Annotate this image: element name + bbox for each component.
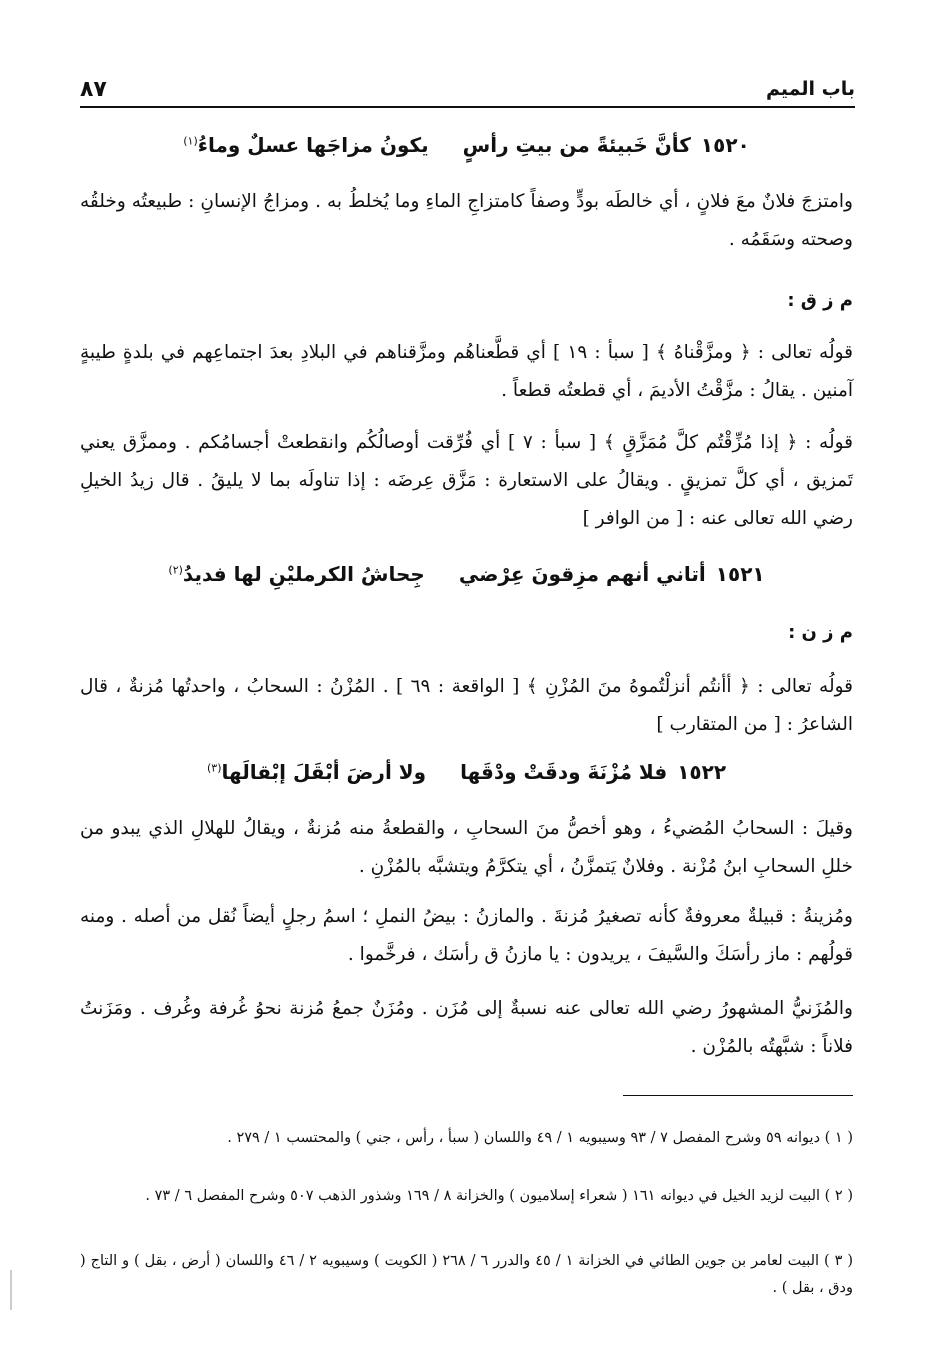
- verse-1520: [80, 133, 853, 157]
- footnote-3: ( ٣ ) البيت لعامر بن جوين الطائي في الخزانة ١ / ٤٥ والدرر ٦ / ٢٦٨ ( الكويت ) وسيبويه ٢ / ٤٦ واللسان ( أرض ، بقل ) و التاج ( ودق ، بقل ) .: [80, 1253, 853, 1296]
- verse-second-hemistich: ولا أرضَ أبْقَلَ إبْقالَها: [221, 760, 427, 784]
- verse-first-hemistich: فلا مُزْنَةَ ودقَتْ ودْقَها: [460, 760, 668, 784]
- footnote-ref: (٣): [206, 761, 222, 775]
- page-number: ٨٧: [80, 76, 107, 102]
- paragraph-muzani: والمُزَنيُّ المشهورُ رضي الله تعالى عنه نسبةٌ إلى مُزَن . ومُزَنٌ جمعُ مُزنة نحوُ غُرفة وغُرف . ومَزَنتُ فلاناً : شبَّهتُه بالمُزْن .: [80, 998, 853, 1057]
- footnote-1: ( ١ ) ديوانه ٥٩ وشرح المفصل ٧ / ٩٣ وسيبويه ١ / ٤٩ واللسان ( سبأ ، رأس ، جني ) والمحتسب ١ / ٢٧٩ .: [227, 1130, 853, 1146]
- scan-margin-mark: [10, 1270, 12, 1310]
- root-heading-mzq: م ز ق :: [787, 290, 853, 311]
- footnote-ref: (١): [183, 134, 198, 148]
- footnote-ref: (٢): [168, 563, 183, 577]
- paragraph-muzziqtum: قولُه : ﴿ إذا مُزِّقْتُم كلَّ مُمَزَّقٍ ﴾ [ سبأ : ٧ ] أي فُرِّقت أوصالُكُم وانقطعتْ أجسامُكم . وممزَّق يعني تَمزيق ، أي كلَّ تمزيقٍ . ويقالُ على الاستعارة : مَزَّق عِرضَه : إذا تناولَه بما لا يليقُ . قال زيدُ الخيلِ رضي الله تعالى عنه : [ من الوافر ]: [80, 432, 854, 529]
- paragraph-muzayna: ومُزينةُ : قبيلةٌ معروفةٌ كأنه تصغيرُ مُزنةَ . والمازنُ : بيضُ النملِ ؛ اسمُ رجلٍ أيضاً نُقل من أصله . ومنه قولُهم : ماز رأسَكَ والسَّيفَ ، يريدون : يا مازنُ ق رأسَك ، فرخَّموا .: [80, 906, 853, 965]
- verse-number: ١٥٢١: [715, 562, 765, 586]
- verse-first-hemistich: أتاني أنهم مزِقونَ عِرْضي: [458, 562, 706, 586]
- footnote-divider: [623, 1095, 853, 1096]
- paragraph-sahab: وقيلَ : السحابُ المُضيءُ ، وهو أخصُّ منَ السحابِ ، والقطعةُ منه مُزنةٌ ، ويقالُ للهلالِ الذي يبدو من خللِ السحابِ ابنُ مُزْنة . وفلانٌ يَتمزَّنُ ، أي يتكرَّمُ ويتشبَّه بالمُزْنِ .: [80, 818, 853, 877]
- verse-second-hemistich: يكونُ مزاجَها عسلٌ وماءُ: [197, 133, 429, 157]
- page-header: [80, 72, 855, 108]
- verse-1521: [80, 562, 853, 586]
- footnote-2: ( ٢ ) البيت لزيد الخيل في ديوانه ١٦١ ( شعراء إسلاميون ) والخزانة ٨ / ١٦٩ وشذور الذهب ٥٠٧ وشرح المفصل ٦ / ٧٣ .: [145, 1188, 853, 1204]
- verse-first-hemistich: كأنَّ خَبيئةً من بيتِ رأسٍ: [462, 133, 691, 157]
- verse-number: ١٥٢٢: [677, 760, 727, 784]
- verse-1522: [80, 760, 853, 784]
- paragraph-muzn: قولُه تعالى : ﴿ أأنتُم أنزلْتُموهُ منَ المُزْنِ ﴾ [ الواقعة : ٦٩ ] . المُزْنُ : السحابُ ، واحدتُها مُزنةٌ ، قال الشاعرُ : [ من المتقارب ]: [80, 676, 853, 735]
- chapter-title: باب الميم: [765, 78, 855, 100]
- paragraph-mazaj: وامتزجَ فلانٌ معَ فلانٍ ، أي خالطَه بودٍّ وصفاً كامتزاجِ الماءِ وما يُخلطُ به . ومزاجُ الإنسانِ : طبيعتُه وخلقُه وصحته وسَقَمُه .: [80, 191, 853, 250]
- verse-second-hemistich: جِحاشُ الكرمليْنِ لها فديدُ: [182, 562, 425, 586]
- root-heading-mzn: م ز ن :: [788, 622, 853, 643]
- paragraph-mazzaqnahum: قولُه تعالى : ﴿ ومزَّقْناهُ ﴾ [ سبأ : ١٩ ] أي قطَّعناهُم ومزَّقناهم في البلادِ بعدَ اجتماعِهم في بلدةٍ طيبةٍ آمنين . يقالُ : مزَّقْتُ الأديمَ ، أي قطعتُه قطعاً .: [80, 342, 853, 401]
- verse-number: ١٥٢٠: [700, 133, 750, 157]
